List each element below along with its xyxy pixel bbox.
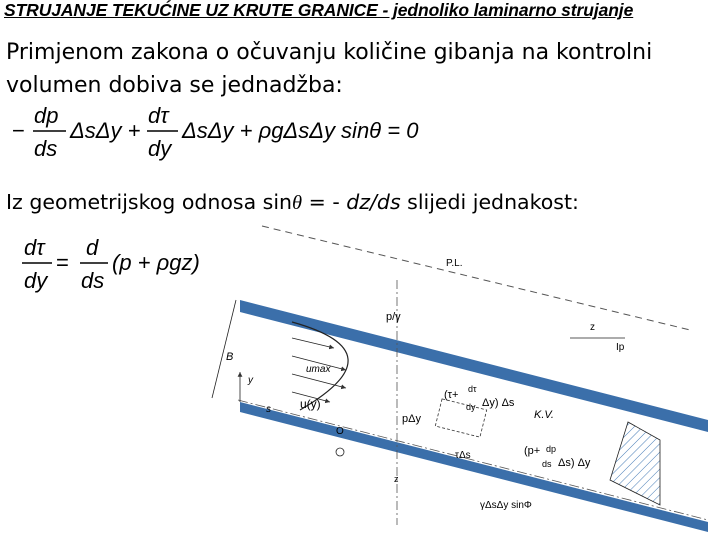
eq2-equals: = [56, 250, 69, 275]
eq2-dtau: dτ [24, 235, 45, 260]
label-u-y: u(y) [300, 397, 321, 411]
eq1-ds: ds [34, 136, 58, 161]
b-dimension-line [212, 300, 236, 398]
label-p-bottom-num: dp [546, 444, 557, 454]
label-ip: Ip [616, 342, 625, 353]
intro-line-1: Primjenom zakona o očuvanju količine gibanja na kontrolni [6, 40, 653, 65]
geo-prefix: Iz geometrijskog odnosa sin [6, 190, 293, 214]
eq2-ds: ds [81, 268, 105, 293]
label-z-axis: z [394, 474, 399, 484]
eq1-term2: ΔsΔy + ρgΔsΔy sinθ = 0 [182, 118, 419, 143]
label-z-top: z [590, 322, 595, 333]
eq1-dp: dp [34, 103, 59, 128]
shear-stress-profile [610, 422, 660, 505]
label-origin: O [336, 426, 344, 437]
label-y: y [248, 375, 253, 386]
label-b: B [226, 351, 234, 363]
label-tau-top-b: Δy) Δs [482, 397, 515, 409]
intro-line-2: volumen dobiva se jednadžba: [6, 73, 343, 98]
label-p-dy: pΔy [402, 413, 421, 425]
eq2-rest: (p + ρgz) [112, 250, 200, 275]
geo-theta: θ [292, 192, 303, 214]
label-p-gamma: p/γ [386, 311, 401, 323]
eq1-dtau: dτ [148, 103, 169, 128]
eq1-dy: dy [148, 136, 172, 161]
page-title: STRUJANJE TEKUĆINE UZ KRUTE GRANICE - jednoliko laminarno strujanje [4, 0, 634, 20]
geo-suffix: slijedi jednakost: [400, 190, 579, 214]
control-volume [435, 399, 486, 437]
eq2-d: d [86, 235, 99, 260]
label-s: s [266, 404, 271, 415]
label-p-bottom-a: (p+ [524, 445, 541, 457]
label-tau-top-num: dτ [468, 384, 477, 394]
label-umax: umax [306, 364, 331, 375]
geo-middle: = - [302, 190, 347, 214]
label-tau-top-den: dy [466, 402, 476, 412]
label-p-bottom-b: Δs) Δy [558, 457, 591, 469]
pressure-line [262, 226, 690, 330]
label-pl: P.L. [446, 258, 463, 269]
label-tau-top-a: (τ+ [444, 389, 459, 401]
label-gravity: γΔsΔy sinΦ [480, 500, 532, 511]
label-tau-ds: τΔs [455, 450, 471, 461]
origin-marker [336, 448, 344, 456]
eq2-dy: dy [24, 268, 48, 293]
label-kv: K.V. [534, 409, 554, 421]
geo-dzds: dz/ds [346, 190, 401, 214]
eq1-minus: − [12, 118, 25, 143]
eq1-term1: ΔsΔy + [70, 118, 141, 143]
label-p-bottom-den: ds [542, 459, 552, 469]
